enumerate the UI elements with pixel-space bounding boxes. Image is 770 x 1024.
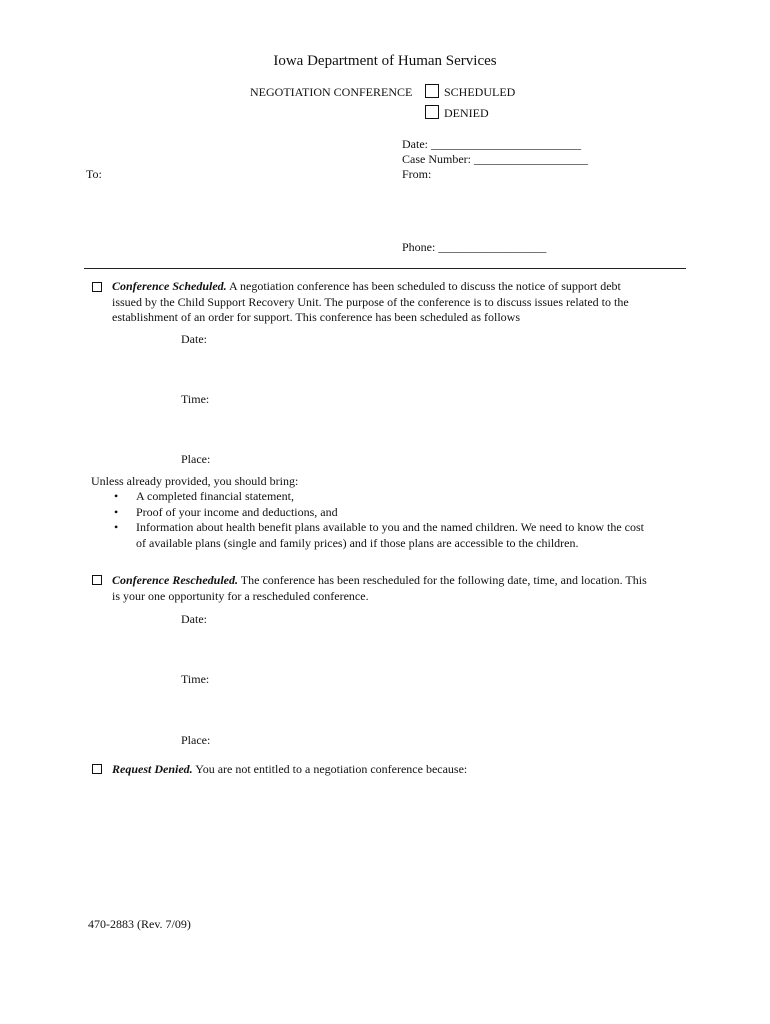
date-label: Date: [402,137,428,151]
conference-scheduled-heading: Conference Scheduled. [112,279,227,293]
rescheduled-place-label: Place: [181,733,211,747]
request-denied-checkbox[interactable] [92,764,102,774]
page-title: Iowa Department of Human Services [273,53,497,69]
list-item [114,520,684,551]
bring-intro: Unless already provided, you should bring: [91,474,299,488]
scheduled-checkbox[interactable] [425,84,439,98]
denied-option-label: DENIED [444,106,489,120]
bring-item-text: A completed financial statement, [136,489,294,503]
case-number-line[interactable]: ___________________ [473,152,588,166]
bring-list [114,489,684,551]
date-line[interactable]: _________________________ [431,137,581,151]
conference-rescheduled-text [112,573,692,604]
list-item [114,489,684,505]
divider-rule [84,268,686,269]
request-denied-body: You are not entitled to a negotiation conference because: [195,762,468,776]
case-number-label: Case Number: [402,152,471,166]
conference-rescheduled-heading: Conference Rescheduled. [112,573,238,587]
bring-item-text-cont: of available plans (single and family prices) and if those plans are accessible to the children. [136,535,579,550]
conference-scheduled-checkbox[interactable] [92,282,102,292]
scheduled-place-label: Place: [181,452,211,466]
bullet-icon: • [114,520,119,534]
from-label: From: [402,167,432,181]
rescheduled-time-label: Time: [181,672,210,686]
conference-rescheduled-line2: is your one opportunity for a rescheduled conference. [112,588,369,603]
phone-label: Phone: [402,240,436,254]
request-denied-text [112,762,692,778]
case-number-field [402,152,588,167]
form-number: 470-2883 (Rev. 7/09) [88,917,191,931]
negotiation-conference-label: NEGOTIATION CONFERENCE [250,85,413,99]
conference-scheduled-line2: issued by the Child Support Recovery Unit. The purpose of the conference is to discuss issues related to the [112,294,629,309]
bring-item-text: Proof of your income and deductions, and [136,504,338,519]
rescheduled-date-label: Date: [181,612,207,626]
scheduled-option-label: SCHEDULED [444,85,516,99]
conference-rescheduled-checkbox[interactable] [92,575,102,585]
denied-checkbox[interactable] [425,105,439,119]
conference-scheduled-line3: establishment of an order for support. This conference has been scheduled as follows [112,310,520,324]
bullet-icon: • [114,504,119,519]
conference-rescheduled-line1: The conference has been rescheduled for the following date, time, and location. This [240,573,647,587]
conference-scheduled-line1: A negotiation conference has been scheduled to discuss the notice of support debt [229,279,621,293]
request-denied-heading: Request Denied. [112,762,193,776]
scheduled-time-label: Time: [181,392,210,406]
to-label: To: [86,167,102,181]
phone-field [402,240,546,255]
phone-line[interactable]: __________________ [438,240,547,254]
bring-item-text: Information about health benefit plans available to you and the named children. We need to know the cost [136,520,644,534]
bullet-icon: • [114,489,119,503]
conference-scheduled-text [112,279,692,326]
date-field [402,137,581,152]
scheduled-date-label: Date: [181,332,207,346]
list-item [114,505,684,521]
